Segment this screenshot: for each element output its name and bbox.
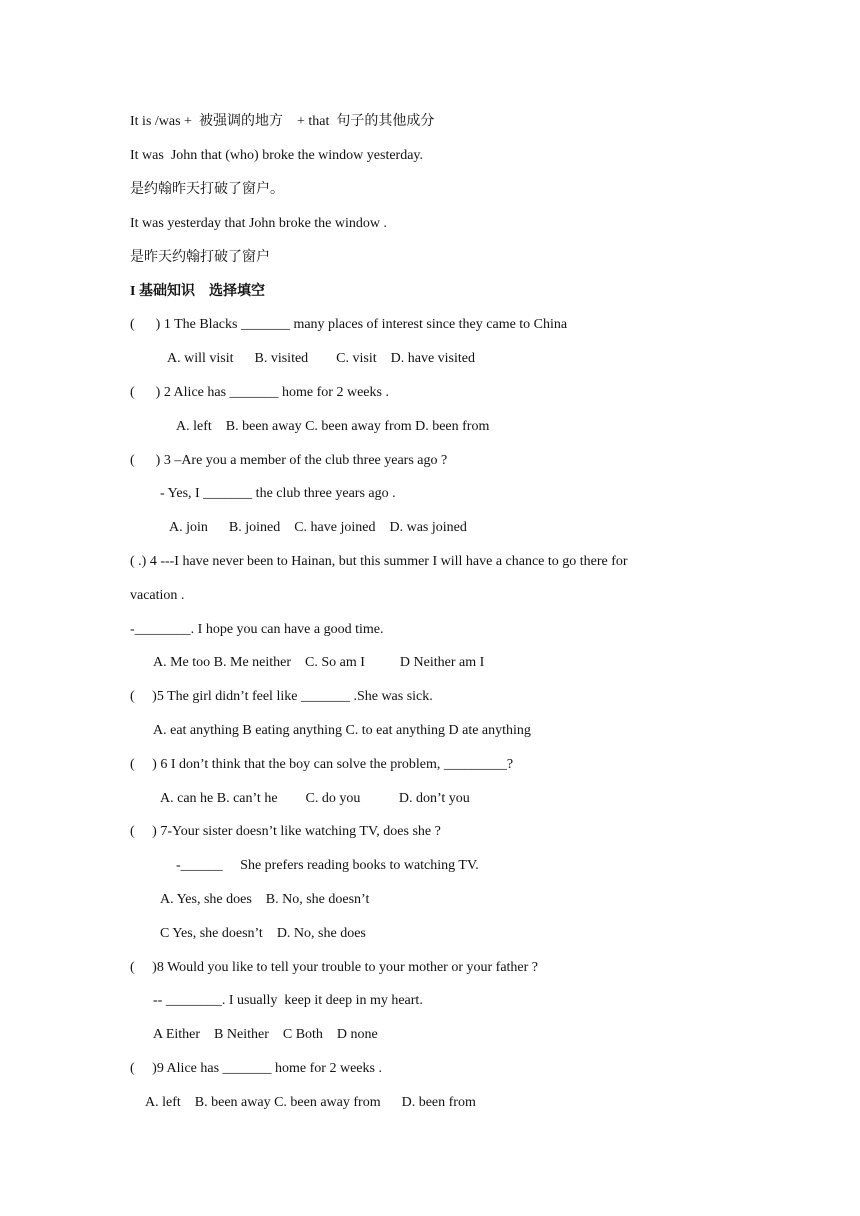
emphasis-structure-line: It is /was + 被强调的地方 + that 句子的其他成分 — [130, 114, 435, 129]
question-7-options-ab: A. Yes, she does B. No, she doesn’t — [160, 892, 370, 907]
question-4-options: A. Me too B. Me neither C. So am I D Neither am I — [153, 655, 485, 670]
question-8: ( )8 Would you like to tell your trouble to your mother or your father ? — [130, 960, 539, 975]
question-6: ( ) 6 I don’t think that the boy can solve the problem, _________? — [130, 757, 514, 772]
question-8-dialogue: -- ________. I usually keep it deep in my heart. — [153, 993, 423, 1008]
question-7-dialogue: -______ She prefers reading books to watching TV. — [176, 858, 479, 873]
example-translation-1: 是约翰昨天打破了窗户。 — [130, 182, 284, 197]
question-7: ( ) 7-Your sister doesn’t like watching TV, does she ? — [130, 824, 441, 839]
question-3-options: A. join B. joined C. have joined D. was joined — [169, 520, 467, 535]
question-2: ( ) 2 Alice has _______ home for 2 weeks . — [130, 385, 389, 400]
example-translation-2: 是昨天约翰打破了窗户 — [130, 250, 270, 265]
question-9-options: A. left B. been away C. been away from D. been from — [145, 1095, 476, 1110]
question-3: ( ) 3 –Are you a member of the club three years ago ? — [130, 453, 448, 468]
question-1: ( ) 1 The Blacks _______ many places of interest since they came to China — [130, 317, 568, 332]
question-2-options: A. left B. been away C. been away from D. been from — [176, 419, 490, 434]
question-5-options: A. eat anything B eating anything C. to eat anything D ate anything — [153, 723, 531, 738]
example-sentence-1: It was John that (who) broke the window yesterday. — [130, 148, 424, 163]
section-heading: I 基础知识 选择填空 — [130, 284, 265, 299]
question-8-options: A Either B Neither C Both D none — [153, 1027, 378, 1042]
question-4-continued: vacation . — [130, 588, 185, 603]
question-6-options: A. can he B. can’t he C. do you D. don’t you — [160, 791, 470, 806]
question-4-dialogue: -________. I hope you can have a good time. — [130, 622, 384, 637]
question-3-dialogue: - Yes, I _______ the club three years ago . — [160, 486, 396, 501]
question-4: ( .) 4 ---I have never been to Hainan, but this summer I will have a chance to go there for — [130, 554, 628, 569]
question-9: ( )9 Alice has _______ home for 2 weeks . — [130, 1061, 382, 1076]
question-5: ( )5 The girl didn’t feel like _______ .She was sick. — [130, 689, 433, 704]
question-1-options: A. will visit B. visited C. visit D. have visited — [167, 351, 475, 366]
question-7-options-cd: C Yes, she doesn’t D. No, she does — [160, 926, 366, 941]
example-sentence-2: It was yesterday that John broke the window . — [130, 216, 387, 231]
